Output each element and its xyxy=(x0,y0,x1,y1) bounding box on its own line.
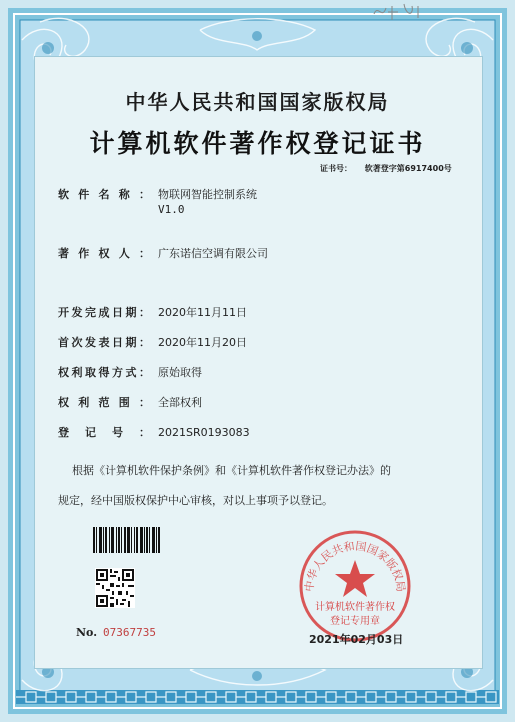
statement-line-1: 根据《计算机软件保护条例》和《计算机软件著作权登记办法》的 xyxy=(72,464,391,477)
dev-completion-date-value: 2020年11月11日 xyxy=(158,306,247,319)
seal-inner-line-1: 计算机软件著作权 xyxy=(315,602,395,613)
certificate-number-label: 证书号： xyxy=(320,164,352,173)
field-label: 首次发表日期： xyxy=(58,336,150,349)
certificate-number xyxy=(320,163,452,174)
issuing-authority: 中华人民共和国国家版权局 xyxy=(125,90,390,114)
field-label: 权利取得方式： xyxy=(58,366,150,379)
field-rights-scope xyxy=(58,394,202,410)
seal-star-icon xyxy=(335,560,375,597)
certificate-title: 计算机软件著作权登记证书 xyxy=(89,129,426,158)
field-dev-completion-date xyxy=(58,304,247,320)
field-registration-number xyxy=(58,424,250,440)
acquisition-method-value: 原始取得 xyxy=(158,366,202,379)
certificate-number-value: 软著登字第6917400号 xyxy=(364,164,452,173)
serial-number xyxy=(76,626,156,639)
software-version-value: V1.0 xyxy=(158,203,185,216)
rights-scope-value: 全部权利 xyxy=(158,396,202,409)
statement-line-2: 规定，经中国版权保护中心审核，对以上事项予以登记。 xyxy=(58,494,333,507)
copyright-owner-value: 广东诺信空调有限公司 xyxy=(158,247,268,260)
serial-value: 07367735 xyxy=(103,626,157,639)
registration-number-value: 2021SR0193083 xyxy=(158,426,250,439)
seal-inner-line-2: 登记专用章 xyxy=(330,616,380,627)
field-acquisition-method xyxy=(58,364,202,380)
field-software-name xyxy=(58,186,257,202)
barcode xyxy=(93,527,173,553)
issue-date: 2021年02月03日 xyxy=(309,633,404,646)
qr-code xyxy=(95,568,135,608)
field-label: 开发完成日期： xyxy=(58,306,150,319)
software-name-value: 物联网智能控制系统 xyxy=(158,188,257,201)
first-publication-date-value: 2020年11月20日 xyxy=(158,336,247,349)
field-label: 软件名称： xyxy=(58,188,150,201)
field-label: 登记号： xyxy=(58,426,150,439)
official-seal xyxy=(295,526,415,646)
field-label: 权利范围： xyxy=(58,396,150,409)
seal-ring-text: 中华人民共和国国家版权局 xyxy=(302,539,408,593)
field-copyright-owner xyxy=(58,245,268,261)
serial-label: No. xyxy=(76,626,98,639)
field-first-publication-date xyxy=(58,334,247,350)
handwritten-mark xyxy=(370,0,440,24)
field-label: 著作权人： xyxy=(58,247,150,260)
